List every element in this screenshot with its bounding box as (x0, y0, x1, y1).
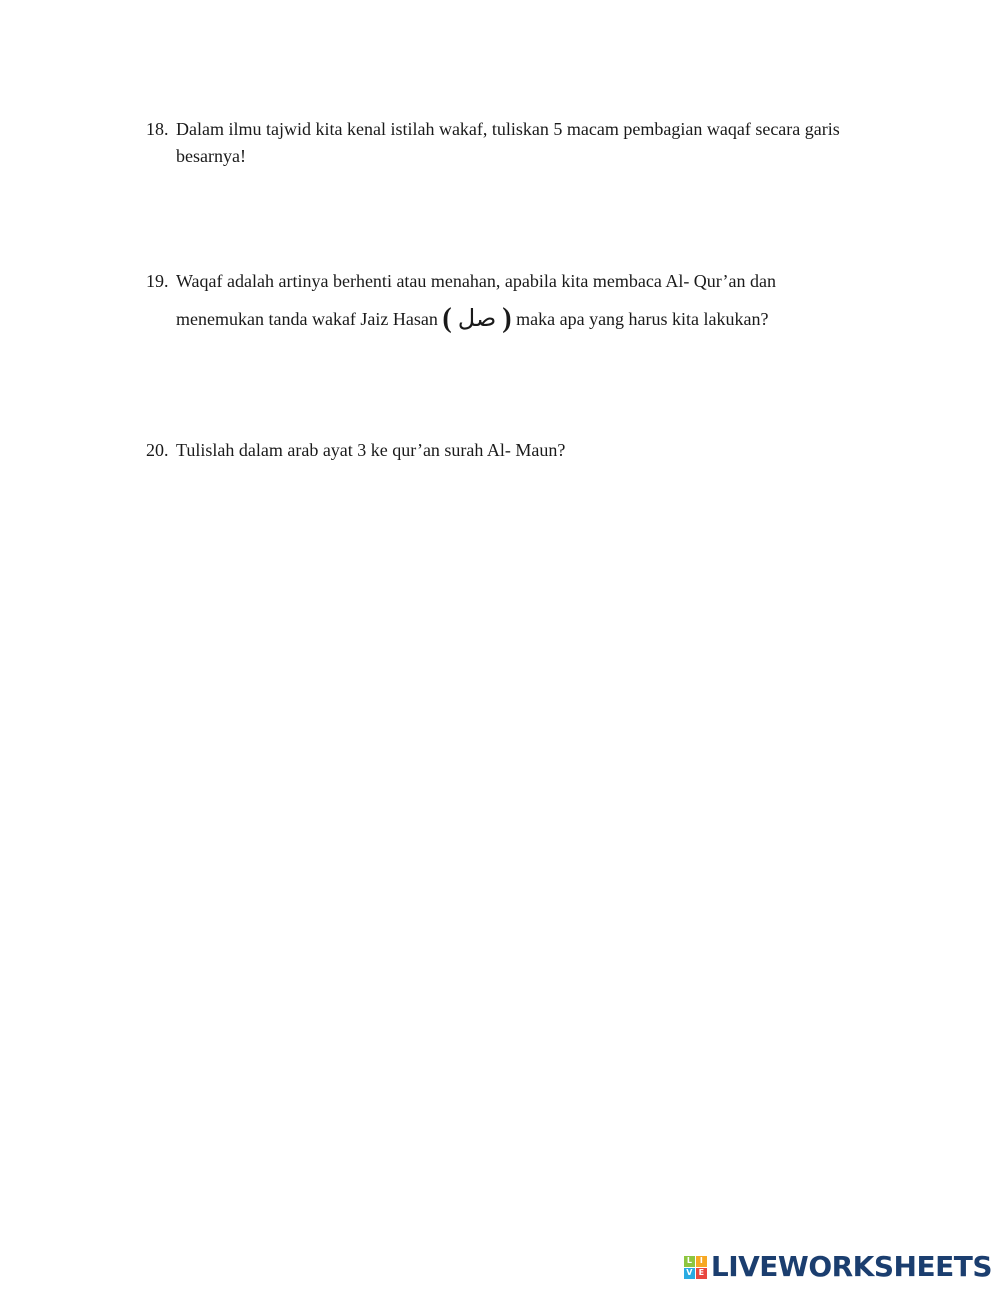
question-number: 19. (146, 271, 169, 291)
question-number: 20. (146, 440, 169, 460)
question-text: Dalam ilmu tajwid kita kenal istilah wakaf, tuliskan 5 macam pembagian waqaf secara garis besarnya! (176, 119, 840, 166)
logo-block-v: V (684, 1268, 695, 1279)
open-parenthesis: ( (442, 303, 452, 334)
question-18 (146, 116, 866, 170)
logo-blocks-icon (684, 1256, 707, 1279)
waqaf-mark-arabic: صل (457, 304, 497, 332)
question-text: Tulislah dalam arab ayat 3 ke qur’an surah Al- Maun? (176, 440, 566, 460)
question-text-before-mark: menemukan tanda wakaf Jaiz Hasan (176, 309, 438, 329)
question-text (176, 268, 866, 333)
question-number: 18. (146, 119, 169, 139)
question-text-line-1: Waqaf adalah artinya berhenti atau menahan, apabila kita membaca Al- Qur’an dan (176, 271, 776, 291)
logo-text: LIVEWORKSHEETS (710, 1250, 992, 1283)
logo-block-l: L (684, 1256, 695, 1267)
question-19 (146, 268, 866, 333)
logo-block-i: I (696, 1256, 707, 1267)
question-text-after-mark: maka apa yang harus kita lakukan? (516, 309, 769, 329)
question-text-line-2 (176, 305, 866, 333)
liveworksheets-logo (684, 1251, 992, 1283)
close-parenthesis: ) (502, 303, 512, 334)
question-20 (146, 437, 866, 464)
logo-block-e: E (696, 1268, 707, 1279)
